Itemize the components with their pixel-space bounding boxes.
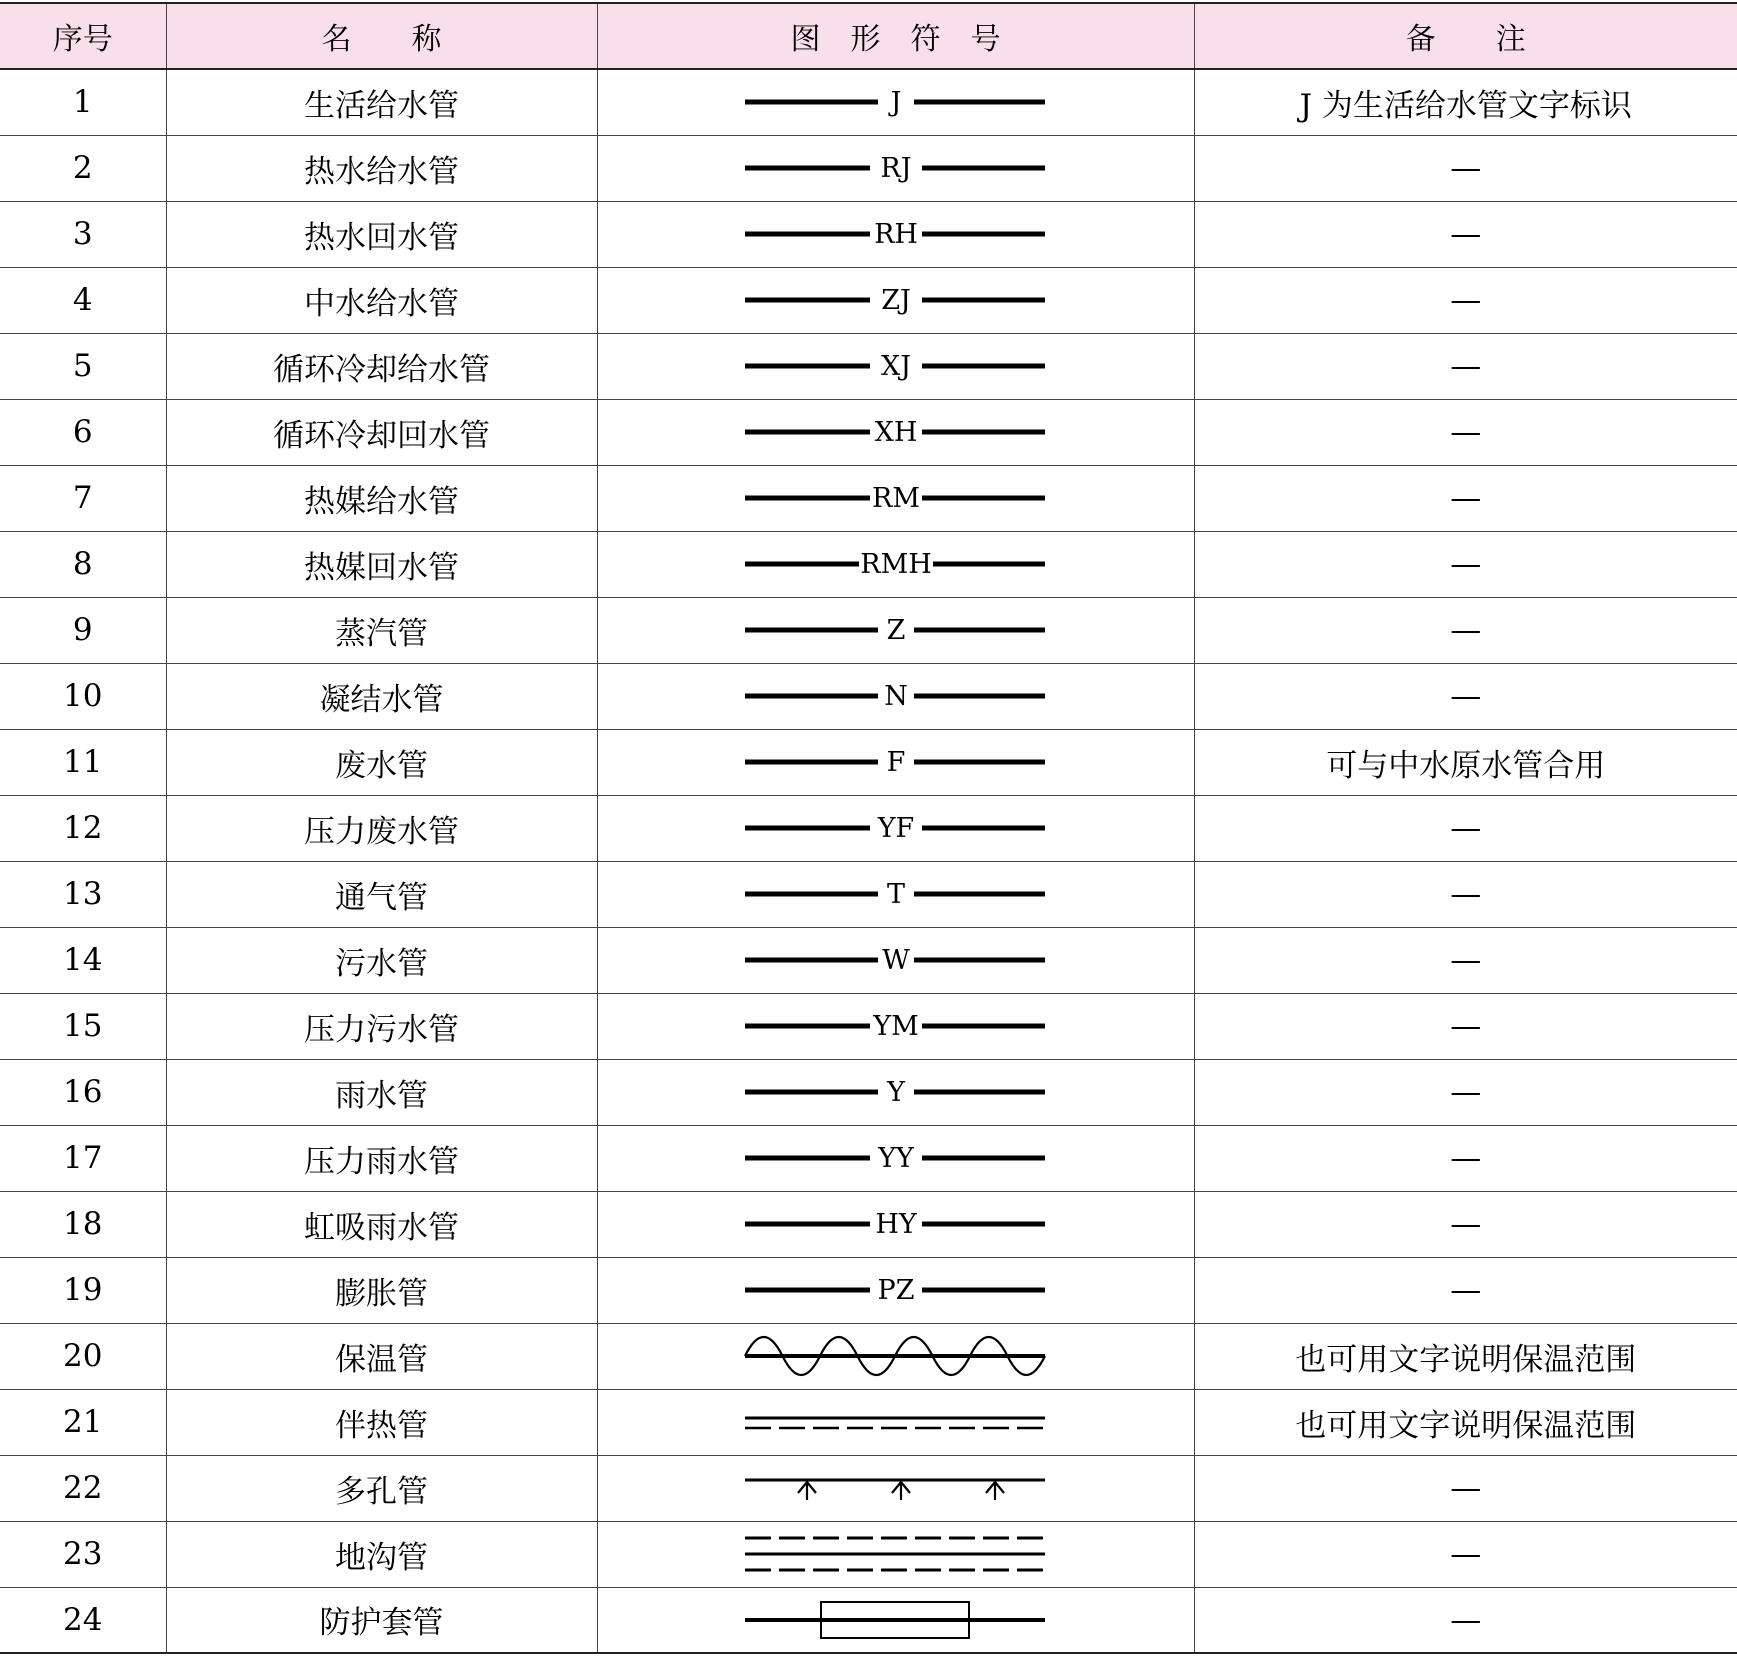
pipe-note: — — [1194, 135, 1737, 201]
table-row — [0, 333, 1737, 399]
pipe-note: — — [1194, 1191, 1737, 1257]
pipe-note: — — [1194, 861, 1737, 927]
table-row — [0, 663, 1737, 729]
row-number: 7 — [0, 465, 166, 531]
table-body — [0, 69, 1737, 1653]
row-number: 16 — [0, 1059, 166, 1125]
pipe-name: 地沟管 — [166, 1521, 597, 1587]
pipe-name: 防护套管 — [166, 1587, 597, 1653]
coded-line-symbol-icon — [741, 668, 1051, 724]
pipe-note: — — [1194, 1257, 1737, 1323]
pipe-note: — — [1194, 1125, 1737, 1191]
pipe-symbol — [597, 861, 1194, 927]
coded-line-symbol-icon — [741, 470, 1051, 526]
coded-line-symbol-icon — [741, 338, 1051, 394]
coded-line-symbol-icon — [741, 1064, 1051, 1120]
pipe-note: 也可用文字说明保温范围 — [1194, 1323, 1737, 1389]
table-row — [0, 1389, 1737, 1455]
pipe-name: 热水给水管 — [166, 135, 597, 201]
row-number: 24 — [0, 1587, 166, 1653]
table-row — [0, 861, 1737, 927]
pipe-symbol — [597, 201, 1194, 267]
pipe-name: 热媒回水管 — [166, 531, 597, 597]
coded-line-symbol-icon — [741, 734, 1051, 790]
pipe-symbol — [597, 465, 1194, 531]
pipe-code-label: HY — [874, 1209, 917, 1240]
pipe-symbol — [597, 267, 1194, 333]
pipe-code-label: RM — [871, 483, 920, 514]
table-row — [0, 927, 1737, 993]
pipe-symbol — [597, 1587, 1194, 1653]
pipe-note: — — [1194, 1059, 1737, 1125]
row-number: 10 — [0, 663, 166, 729]
perforated-symbol-icon — [741, 1460, 1051, 1516]
pipe-code-label: RH — [873, 219, 918, 250]
row-number: 12 — [0, 795, 166, 861]
row-number: 13 — [0, 861, 166, 927]
pipe-note: — — [1194, 1521, 1737, 1587]
pipe-note: — — [1194, 597, 1737, 663]
pipe-symbol — [597, 1257, 1194, 1323]
table-row — [0, 1059, 1737, 1125]
pipe-note: — — [1194, 927, 1737, 993]
pipe-symbol — [597, 399, 1194, 465]
pipe-name: 通气管 — [166, 861, 597, 927]
row-number: 23 — [0, 1521, 166, 1587]
table-row — [0, 69, 1737, 135]
pipe-note: — — [1194, 993, 1737, 1059]
pipe-name: 压力雨水管 — [166, 1125, 597, 1191]
pipe-code-label: YY — [877, 1143, 914, 1174]
coded-line-symbol-icon — [741, 140, 1051, 196]
pipe-symbol — [597, 531, 1194, 597]
pipe-symbol — [597, 1521, 1194, 1587]
pipe-note: — — [1194, 333, 1737, 399]
table-row — [0, 465, 1737, 531]
pipe-code-label: F — [886, 747, 905, 778]
pipe-note: — — [1194, 267, 1737, 333]
pipe-symbol — [597, 1455, 1194, 1521]
table-row — [0, 1521, 1737, 1587]
row-number: 6 — [0, 399, 166, 465]
pipe-symbol — [597, 663, 1194, 729]
pipe-name: 凝结水管 — [166, 663, 597, 729]
table-row — [0, 993, 1737, 1059]
row-number: 5 — [0, 333, 166, 399]
row-number: 18 — [0, 1191, 166, 1257]
pipe-symbol-table — [0, 2, 1737, 1654]
pipe-symbol — [597, 927, 1194, 993]
coded-line-symbol-icon — [741, 272, 1051, 328]
pipe-name: 虹吸雨水管 — [166, 1191, 597, 1257]
row-number: 3 — [0, 201, 166, 267]
table-row — [0, 531, 1737, 597]
pipe-name: 生活给水管 — [166, 69, 597, 135]
coded-line-symbol-icon — [741, 602, 1051, 658]
pipe-code-label: RMH — [859, 549, 932, 580]
pipe-note: — — [1194, 795, 1737, 861]
pipe-code-label: W — [881, 945, 910, 976]
table-row — [0, 1455, 1737, 1521]
pipe-symbol — [597, 795, 1194, 861]
row-number: 4 — [0, 267, 166, 333]
row-number: 19 — [0, 1257, 166, 1323]
header-no: 序号 — [0, 3, 166, 69]
pipe-symbol — [597, 1125, 1194, 1191]
row-number: 14 — [0, 927, 166, 993]
pipe-code-label: RJ — [879, 153, 912, 184]
pipe-code-label: YF — [877, 813, 914, 844]
pipe-name: 保温管 — [166, 1323, 597, 1389]
pipe-name: 热水回水管 — [166, 201, 597, 267]
coded-line-symbol-icon — [741, 536, 1051, 592]
pipe-note: 也可用文字说明保温范围 — [1194, 1389, 1737, 1455]
pipe-code-label: PZ — [877, 1275, 914, 1306]
table-row — [0, 1257, 1737, 1323]
header-note: 备 注 — [1194, 3, 1737, 69]
pipe-note: 可与中水原水管合用 — [1194, 729, 1737, 795]
pipe-name: 压力废水管 — [166, 795, 597, 861]
pipe-symbol — [597, 1059, 1194, 1125]
pipe-note: — — [1194, 1587, 1737, 1653]
header-name: 名 称 — [166, 3, 597, 69]
pipe-code-label: J — [890, 87, 901, 119]
pipe-name: 循环冷却给水管 — [166, 333, 597, 399]
pipe-symbol — [597, 729, 1194, 795]
row-number: 21 — [0, 1389, 166, 1455]
table-row — [0, 201, 1737, 267]
row-number: 9 — [0, 597, 166, 663]
table-row — [0, 1125, 1737, 1191]
coded-line-symbol-icon — [741, 800, 1051, 856]
pipe-note: — — [1194, 465, 1737, 531]
pipe-name: 中水给水管 — [166, 267, 597, 333]
insulated-wave-symbol-icon — [741, 1328, 1051, 1384]
table-row — [0, 267, 1737, 333]
table-row — [0, 729, 1737, 795]
pipe-name: 膨胀管 — [166, 1257, 597, 1323]
coded-line-symbol-icon — [741, 206, 1051, 262]
pipe-note: — — [1194, 1455, 1737, 1521]
pipe-symbol — [597, 1191, 1194, 1257]
pipe-note: — — [1194, 531, 1737, 597]
pipe-name: 废水管 — [166, 729, 597, 795]
pipe-code-label: T — [886, 879, 905, 910]
pipe-symbol — [597, 1323, 1194, 1389]
pipe-code-label: XJ — [880, 351, 911, 382]
pipe-name: 压力污水管 — [166, 993, 597, 1059]
heat-traced-symbol-icon — [741, 1394, 1051, 1450]
pipe-name: 循环冷却回水管 — [166, 399, 597, 465]
pipe-code-label: Y — [886, 1077, 905, 1108]
pipe-symbol — [597, 69, 1194, 135]
table-row — [0, 1587, 1737, 1653]
coded-line-symbol-icon — [741, 404, 1051, 460]
table-row — [0, 597, 1737, 663]
header-row — [0, 3, 1737, 69]
table-row — [0, 795, 1737, 861]
pipe-name: 热媒给水管 — [166, 465, 597, 531]
coded-line-symbol-icon — [741, 866, 1051, 922]
table-row — [0, 399, 1737, 465]
row-number: 17 — [0, 1125, 166, 1191]
pipe-code-label: XH — [874, 417, 917, 448]
table-row — [0, 1191, 1737, 1257]
coded-line-symbol-icon — [741, 1130, 1051, 1186]
pipe-symbol — [597, 597, 1194, 663]
pipe-note: — — [1194, 399, 1737, 465]
row-number: 15 — [0, 993, 166, 1059]
table-row — [0, 1323, 1737, 1389]
pipe-code-label: YM — [872, 1011, 919, 1042]
pipe-note: — — [1194, 663, 1737, 729]
pipe-name: 污水管 — [166, 927, 597, 993]
row-number: 20 — [0, 1323, 166, 1389]
coded-line-symbol-icon — [741, 998, 1051, 1054]
pipe-symbol — [597, 333, 1194, 399]
pipe-name: 雨水管 — [166, 1059, 597, 1125]
row-number: 22 — [0, 1455, 166, 1521]
sleeve-symbol-icon — [741, 1592, 1051, 1648]
pipe-symbol — [597, 1389, 1194, 1455]
coded-line-symbol-icon — [741, 1196, 1051, 1252]
pipe-code-label: N — [883, 681, 908, 712]
pipe-name: 多孔管 — [166, 1455, 597, 1521]
trench-symbol-icon — [741, 1526, 1051, 1582]
pipe-name: 伴热管 — [166, 1389, 597, 1455]
row-number: 11 — [0, 729, 166, 795]
coded-line-symbol-icon — [741, 1262, 1051, 1318]
header-symbol: 图 形 符 号 — [597, 3, 1194, 69]
row-number: 1 — [0, 69, 166, 135]
pipe-code-label: Z — [886, 615, 905, 646]
pipe-note: — — [1194, 201, 1737, 267]
row-number: 2 — [0, 135, 166, 201]
coded-line-symbol-icon — [741, 74, 1051, 130]
table-row — [0, 135, 1737, 201]
pipe-name: 蒸汽管 — [166, 597, 597, 663]
pipe-symbol — [597, 993, 1194, 1059]
pipe-code-label: ZJ — [880, 285, 911, 316]
row-number: 8 — [0, 531, 166, 597]
pipe-note: J 为生活给水管文字标识 — [1194, 69, 1737, 135]
pipe-symbol — [597, 135, 1194, 201]
coded-line-symbol-icon — [741, 932, 1051, 988]
